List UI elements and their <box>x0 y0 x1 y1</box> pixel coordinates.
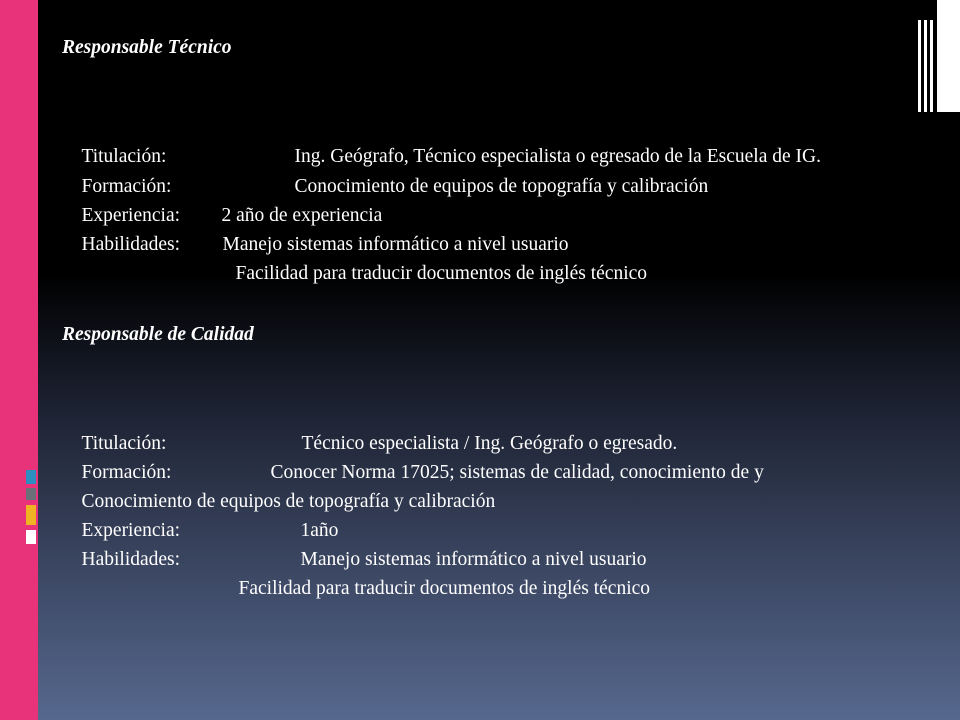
row-label: Formación: <box>81 462 172 483</box>
row-value: Manejo sistemas informático a nivel usuario <box>222 234 569 255</box>
row-label: Habilidades: <box>81 549 181 570</box>
row-habilidades-1-cont <box>62 238 647 310</box>
row-label: Titulación: <box>81 146 167 167</box>
accent-block-yellow <box>26 505 36 525</box>
row-label: Titulación: <box>81 433 167 454</box>
accent-block-white <box>26 530 36 544</box>
row-value: Facilidad para traducir documentos de inglés técnico <box>238 578 651 599</box>
row-label: Experiencia: <box>81 205 181 226</box>
row-label: Habilidades: <box>81 234 181 255</box>
left-accent-bar <box>0 0 38 720</box>
row-value: Conocer Norma 17025; sistemas de calidad, conocimiento de y <box>270 462 764 483</box>
row-value: Conocimiento de equipos de topografía y calibración <box>294 176 709 197</box>
row-value: 1año <box>300 520 339 541</box>
section-heading-tecnico: Responsable Técnico <box>62 37 232 58</box>
accent-block-gray <box>26 488 36 500</box>
section-heading-calidad: Responsable de Calidad <box>62 324 254 345</box>
row-label: Formación: <box>81 176 172 197</box>
row-habilidades-2-cont <box>62 553 650 625</box>
corner-line-decoration <box>918 20 934 112</box>
row-value: Ing. Geógrafo, Técnico especialista o egresado de la Escuela de IG. <box>294 146 821 167</box>
row-value: Manejo sistemas informático a nivel usuario <box>300 549 647 570</box>
row-value: 2 año de experiencia <box>221 205 383 226</box>
row-label: Experiencia: <box>81 520 181 541</box>
row-value: Facilidad para traducir documentos de inglés técnico <box>235 263 648 284</box>
row-value: Técnico especialista / Ing. Geógrafo o egresado. <box>301 433 678 454</box>
row-value: Conocimiento de equipos de topografía y calibración <box>81 491 496 512</box>
corner-decoration <box>937 0 960 112</box>
accent-block-blue <box>26 470 36 484</box>
